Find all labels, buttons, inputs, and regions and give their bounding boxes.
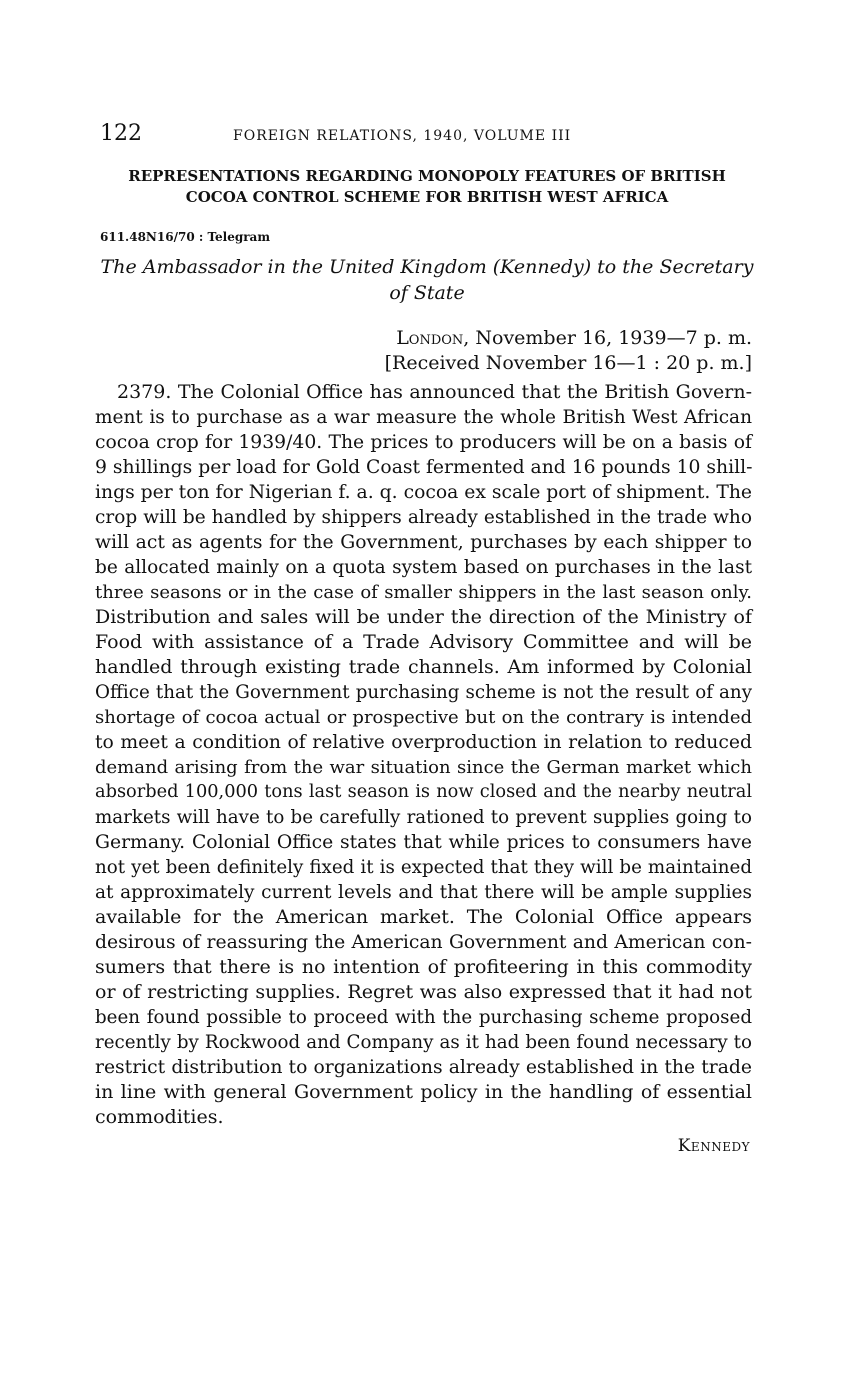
body-line: sumers that there is no intention of profiteering in this commodity <box>95 956 752 978</box>
body-line: available for the American market. The Colonial Office appears <box>95 906 752 928</box>
body-line: in line with general Government policy in the handling of essential <box>95 1081 752 1103</box>
body-line: three seasons or in the case of smaller shippers in the last season only. <box>95 582 752 603</box>
body-line: commodities. <box>95 1106 224 1128</box>
body-line: be allocated mainly on a quota system based on purchases in the last <box>95 557 752 578</box>
running-title: FOREIGN RELATIONS, 1940, VOLUME III <box>233 128 572 144</box>
body-line: at approximately current levels and that there will be ample supplies <box>95 882 752 903</box>
dateline-date-time: , November 16, 1939—7 p. m. <box>463 327 752 349</box>
section-title <box>96 166 758 208</box>
document-heading-line: of State <box>389 282 465 304</box>
body-line: 2379. The Colonial Office has announced that the British Govern- <box>117 381 752 403</box>
body-line: 9 shillings per load for Gold Coast fermented and 16 pounds 10 shill- <box>95 457 753 478</box>
body-line: absorbed 100,000 tons last season is now closed and the nearby neutral <box>95 782 752 802</box>
body-line: or of restricting supplies. Regret was also expressed that it had not <box>95 981 752 1003</box>
body-line: restrict distribution to organizations already established in the trade <box>95 1057 752 1078</box>
body-line: demand arising from the war situation since the German market which <box>95 757 752 778</box>
dateline <box>350 326 752 376</box>
dateline-place: London <box>396 327 464 349</box>
body-line: not yet been definitely fixed it is expected that they will be maintained <box>95 857 752 878</box>
telegram-body <box>95 380 752 1130</box>
signature: Kennedy <box>677 1136 750 1156</box>
body-line: crop will be handled by shippers already established in the trade who <box>95 507 752 528</box>
dateline-received: [Received November 16—1 : 20 p. m.] <box>384 352 752 374</box>
body-line: ings per ton for Nigerian f. a. q. cocoa ex scale port of shipment. The <box>95 482 753 503</box>
body-line: shortage of cocoa actual or prospective but on the contrary is intended <box>95 707 752 728</box>
file-reference: 611.48N16/70 : Telegram <box>100 230 271 244</box>
body-line: to meet a condition of relative overproduction in relation to reduced <box>95 732 752 753</box>
running-head <box>100 120 750 148</box>
body-line: Distribution and sales will be under the direction of the Ministry of <box>95 606 752 628</box>
body-line: handled through existing trade channels. Am informed by Colonial <box>95 656 752 678</box>
document-heading <box>96 254 758 306</box>
body-line: desirous of reassuring the American Government and American con- <box>95 932 752 953</box>
section-title-line: REPRESENTATIONS REGARDING MONOPOLY FEATURES OF BRITISH <box>128 167 726 185</box>
page-number: 122 <box>100 121 142 146</box>
dateline-sent <box>350 326 752 351</box>
body-line: cocoa crop for 1939/40. The prices to producers will be on a basis of <box>95 432 752 453</box>
body-line: Food with assistance of a Trade Advisory Committee and will be <box>95 631 752 653</box>
body-line: Germany. Colonial Office states that while prices to consumers have <box>95 832 752 853</box>
body-line: will act as agents for the Government, purchases by each shipper to <box>95 532 752 553</box>
body-line: markets will have to be carefully rationed to prevent supplies going to <box>95 807 752 828</box>
section-title-line: COCOA CONTROL SCHEME FOR BRITISH WEST AFRICA <box>185 188 669 206</box>
document-heading-line: The Ambassador in the United Kingdom (Kennedy) to the Secretary <box>100 256 754 278</box>
body-line: recently by Rockwood and Company as it had been found necessary to <box>95 1032 752 1053</box>
body-line: Office that the Government purchasing scheme is not the result of any <box>95 682 752 703</box>
body-line: been found possible to proceed with the purchasing scheme proposed <box>95 1007 752 1028</box>
body-line: ment is to purchase as a war measure the whole British West African <box>95 407 752 428</box>
